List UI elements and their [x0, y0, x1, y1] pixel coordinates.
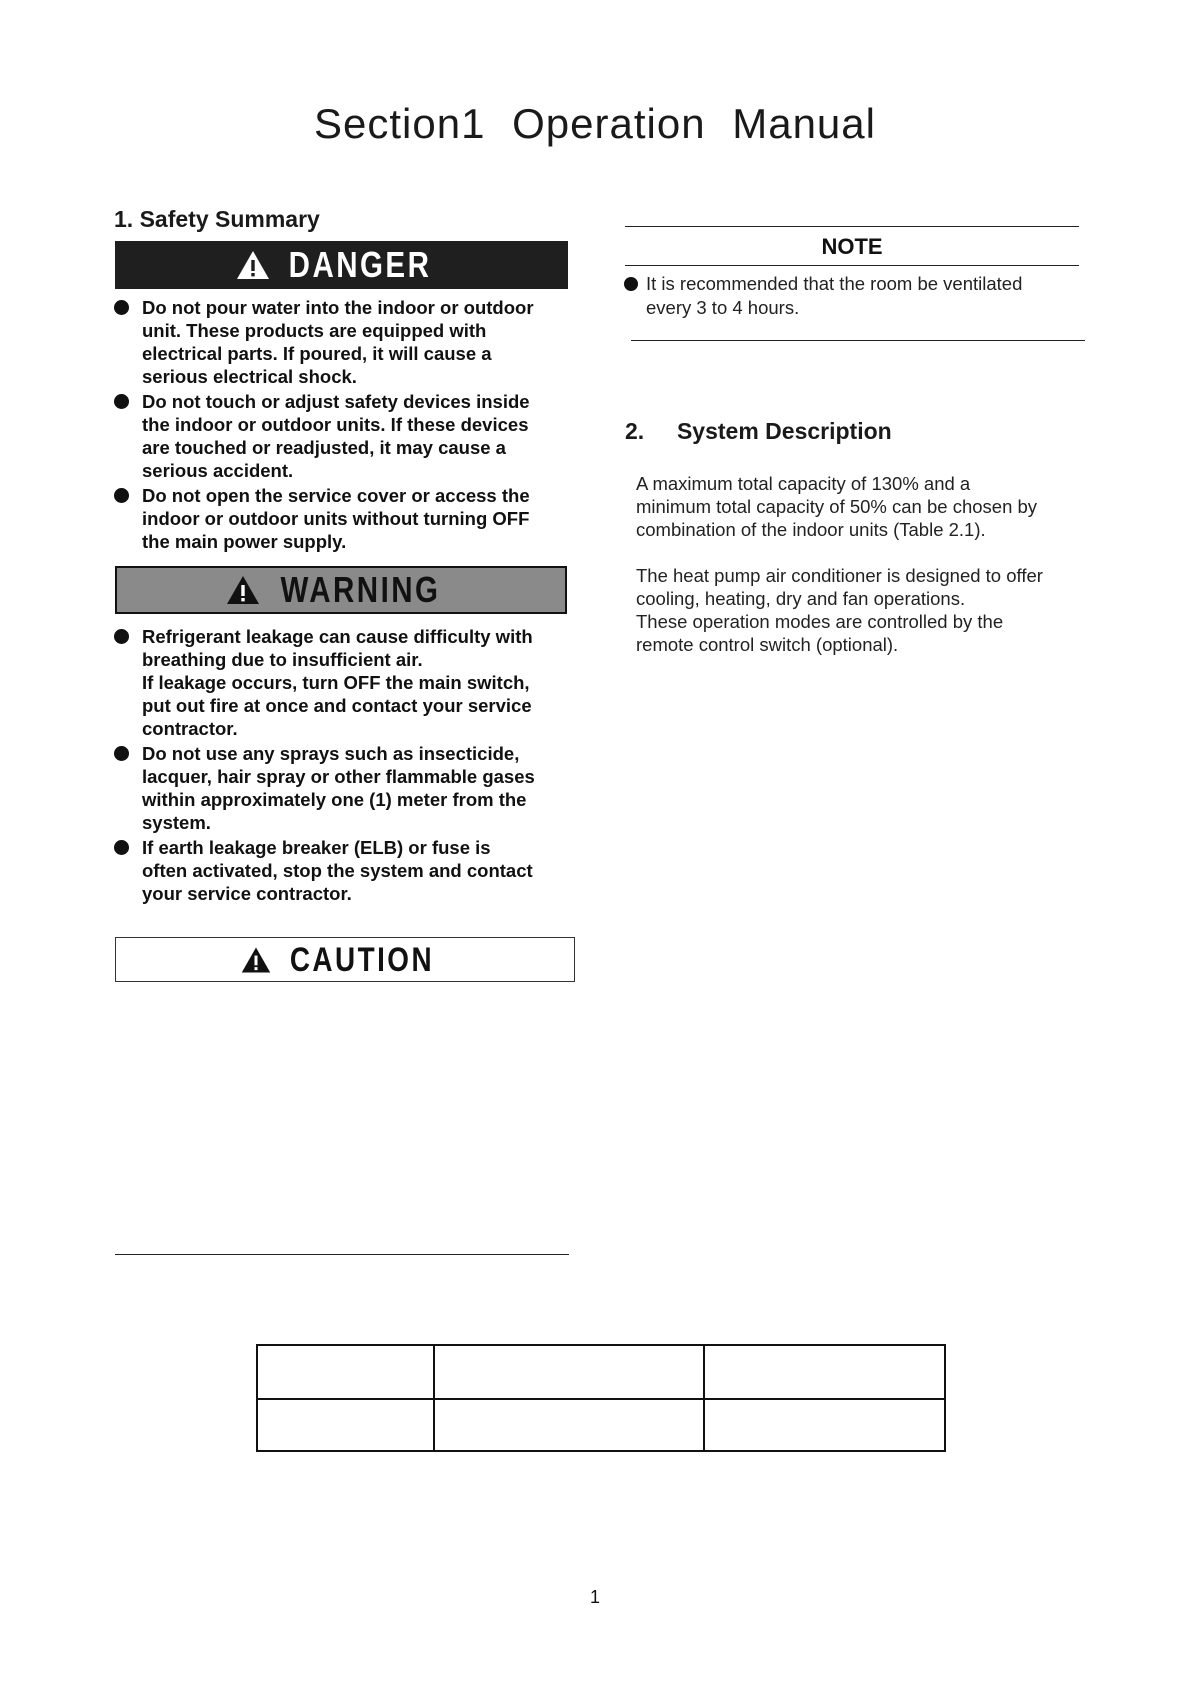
danger-banner: [115, 241, 568, 289]
list-item: Do not pour water into the indoor or outdoor unit. These products are equipped with electrical parts. If poured, it will cause a serious electrical shock.: [114, 296, 584, 388]
table-row: [257, 1345, 945, 1399]
table-cell: [257, 1345, 434, 1399]
table-cell: [704, 1345, 945, 1399]
caution-label: CAUTION: [289, 940, 435, 979]
list-item: Do not open the service cover or access the indoor or outdoor units without turning OFF the main power supply.: [114, 484, 584, 553]
bullet-icon: [114, 300, 129, 315]
table-cell: [704, 1399, 945, 1451]
table-cell: [434, 1399, 704, 1451]
list-item: If earth leakage breaker (ELB) or fuse is often activated, stop the system and contact your service contractor.: [114, 836, 584, 905]
table-row: [257, 1399, 945, 1451]
list-item: Refrigerant leakage can cause difficulty with breathing due to insufficient air. If leakage occurs, turn OFF the main switch, put out fire at once and contact your service contractor.: [114, 625, 584, 740]
warning-triangle-icon: [240, 945, 272, 975]
bullet-icon: [114, 840, 129, 855]
warning-triangle-icon: [225, 574, 261, 606]
note-title-rule: [625, 265, 1079, 266]
bullet-icon: [624, 277, 638, 291]
bullet-icon: [114, 746, 129, 761]
page-title: Section1 Operation Manual: [314, 100, 876, 147]
bullet-icon: [114, 488, 129, 503]
page-number: 1: [589, 1587, 600, 1607]
warning-label: WARNING: [280, 569, 440, 610]
list-item: Do not use any sprays such as insecticide, lacquer, hair spray or other flammable gases within approximately one (1) meter from the system.: [114, 742, 584, 834]
section-title: System Description: [676, 418, 892, 444]
danger-list: [114, 296, 584, 555]
note-bottom-rule: [631, 340, 1085, 341]
table-cell: [434, 1345, 704, 1399]
warning-banner: [115, 566, 567, 614]
list-item: Do not touch or adjust safety devices inside the indoor or outdoor units. If these devices are touched or readjusted, it may cause a serious accident.: [114, 390, 584, 482]
bullet-icon: [114, 629, 129, 644]
table-cell: [257, 1399, 434, 1451]
divider: [115, 1254, 569, 1255]
warning-list: [114, 625, 584, 907]
capacity-table: [256, 1344, 946, 1452]
note-top-rule: [625, 226, 1079, 227]
bullet-icon: [114, 394, 129, 409]
safety-summary-heading: 1. Safety Summary: [114, 206, 320, 232]
system-description-heading: [625, 418, 892, 445]
system-paragraph-1: A maximum total capacity of 130% and a minimum total capacity of 50% can be chosen by combination of the indoor units (Table 2.1).: [636, 473, 1038, 540]
note-item: It is recommended that the room be ventilated every 3 to 4 hours.: [624, 272, 1106, 320]
warning-triangle-icon: [235, 249, 271, 281]
system-paragraph-2: The heat pump air conditioner is designed to offer cooling, heating, dry and fan operations. These operation modes are controlled by the remote control switch (optional).: [636, 565, 1043, 655]
note-title: NOTE: [821, 234, 883, 259]
section-number: 2.: [625, 418, 645, 444]
caution-banner: [115, 937, 575, 982]
danger-label: DANGER: [289, 244, 432, 285]
